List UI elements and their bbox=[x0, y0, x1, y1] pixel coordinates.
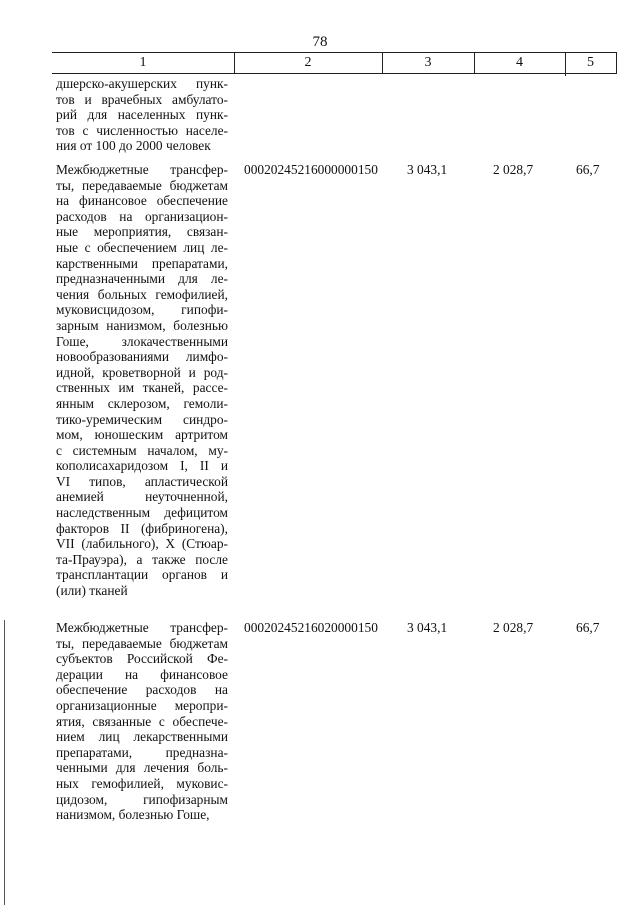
description-line: рий для населенных пунк- bbox=[56, 107, 228, 123]
description-line: ты, передаваемые бюджетам bbox=[56, 177, 228, 193]
description-line: ченными для лечения боль- bbox=[56, 760, 228, 776]
row-0-description bbox=[56, 76, 228, 154]
description-line: предназначенными для ле- bbox=[56, 271, 228, 287]
row-2-col4: 2 028,7 bbox=[493, 620, 534, 635]
column-header-2: 2 bbox=[304, 55, 312, 70]
description-line: анемией неуточненной, bbox=[56, 489, 228, 505]
description-line: тов и врачебных амбулато- bbox=[56, 91, 228, 107]
description-line: кополисахаридозом I, II и bbox=[56, 458, 228, 474]
description-line: Межбюджетные трансфер- bbox=[56, 162, 228, 177]
description-line: дшерско-акушерских пунк- bbox=[56, 76, 228, 91]
description-line: расходов на организацион- bbox=[56, 208, 228, 224]
header-bottom-rule bbox=[52, 73, 616, 74]
description-line: янным склерозом, гемоли- bbox=[56, 395, 228, 411]
description-line: Гоше, злокачественными bbox=[56, 333, 228, 349]
col-divider-5 bbox=[616, 52, 617, 74]
description-line: организационные меропри- bbox=[56, 697, 228, 713]
description-line: наследственным дефицитом bbox=[56, 505, 228, 521]
row-2-col5: 66,7 bbox=[576, 620, 600, 635]
description-line: ятия, связанные с обеспече- bbox=[56, 713, 228, 729]
description-line: тов с численностью населе- bbox=[56, 122, 228, 138]
description-line: ные с обеспечением лиц ле- bbox=[56, 239, 228, 255]
description-line: ты, передаваемые бюджетам bbox=[56, 635, 228, 651]
row-1-col5: 66,7 bbox=[576, 162, 600, 177]
column-header-5: 5 bbox=[587, 55, 594, 70]
row-2-code: 00020245216020000150 bbox=[244, 620, 378, 635]
description-line: трансплантации органов и bbox=[56, 567, 228, 583]
column-header-4: 4 bbox=[516, 55, 523, 70]
description-line: новообразованиями лимфо- bbox=[56, 349, 228, 365]
column-header-3: 3 bbox=[424, 55, 432, 70]
description-line: обеспечение расходов на bbox=[56, 682, 228, 698]
description-line: цидозом, гипофизарным bbox=[56, 791, 228, 807]
row-2-description bbox=[56, 620, 228, 823]
scan-edge-line bbox=[4, 620, 5, 905]
description-line: (или) тканей bbox=[56, 583, 128, 599]
row-1-col4: 2 028,7 bbox=[493, 162, 534, 177]
description-line: с системным началом, му- bbox=[56, 442, 228, 458]
description-line: чения больных гемофилией, bbox=[56, 286, 228, 302]
description-line: факторов II (фибриногена), bbox=[56, 520, 228, 536]
description-line: Межбюджетные трансфер- bbox=[56, 620, 228, 635]
description-line: ния от 100 до 2000 человек bbox=[56, 138, 211, 154]
description-line: зарным нанизмом, болезнью bbox=[56, 317, 228, 333]
row-1-col3: 3 043,1 bbox=[407, 162, 448, 177]
description-line: ственных им тканей, рассе- bbox=[56, 380, 228, 396]
description-line: карственными препаратами, bbox=[56, 255, 228, 271]
description-line: нанизмом, болезнью Гоше, bbox=[56, 807, 210, 823]
description-line: ных гемофилией, муковис- bbox=[56, 775, 228, 791]
description-line: идной, кроветворной и род- bbox=[56, 364, 228, 380]
column-header-1: 1 bbox=[139, 55, 147, 70]
description-line: ные мероприятия, связан- bbox=[56, 224, 228, 240]
description-line: тико-уремическим синдро- bbox=[56, 411, 228, 427]
row-1-description bbox=[56, 162, 228, 599]
description-line: на финансовое обеспечение bbox=[56, 193, 228, 209]
description-line: VII (лабильного), X (Стюар- bbox=[56, 536, 228, 552]
description-line: препаратами, предназна- bbox=[56, 744, 228, 760]
description-line: та-Прауэра), а также после bbox=[56, 551, 228, 567]
description-line: муковисцидозом, гипофи- bbox=[56, 302, 228, 318]
row-1-code: 00020245216000000150 bbox=[244, 162, 378, 177]
page-number: 78 bbox=[312, 34, 328, 50]
description-line: VI типов, апластической bbox=[56, 473, 228, 489]
description-line: дерации на финансовое bbox=[56, 666, 228, 682]
description-line: субъектов Российской Фе- bbox=[56, 651, 228, 667]
row-2-col3: 3 043,1 bbox=[407, 620, 448, 635]
description-line: нием лиц лекарственными bbox=[56, 729, 228, 745]
description-line: мом, юношеским артритом bbox=[56, 427, 228, 443]
